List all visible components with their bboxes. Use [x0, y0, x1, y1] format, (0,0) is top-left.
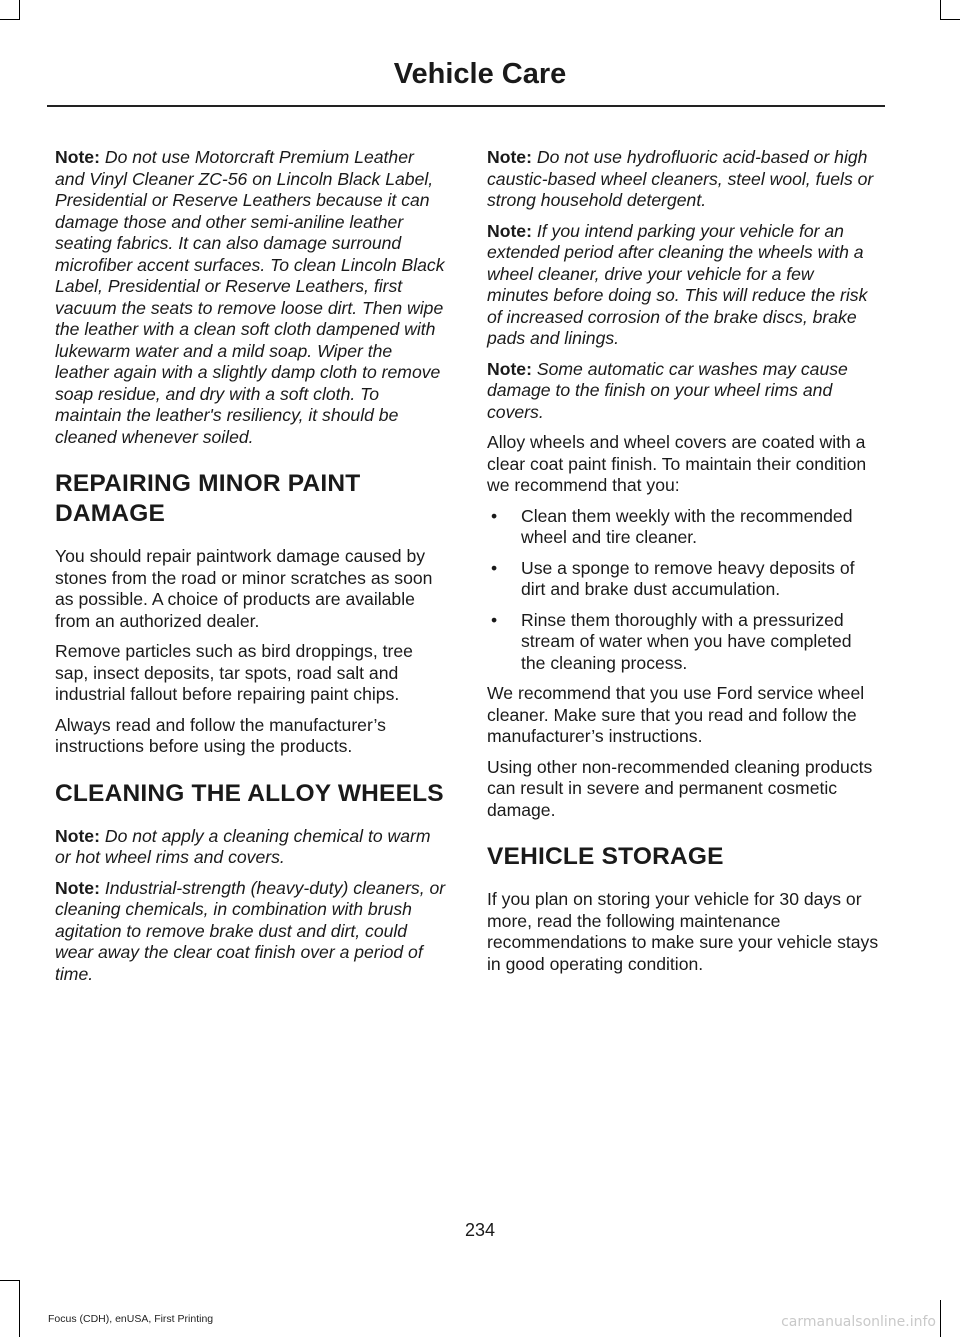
leather-note [55, 147, 447, 448]
wheel-note [55, 826, 447, 869]
bullet-icon: • [491, 557, 498, 578]
section-heading-alloy-wheels: CLEANING THE ALLOY WHEELS [55, 779, 444, 807]
note-text: If you intend parking your vehicle for an extended period after cleaning the wheels with a wheel cleaner, drive your vehicle for a few minutes before doing so. This will reduce the risk of increased corrosion of the brake discs, brake pads and linings. [487, 220, 868, 348]
wheel-note [487, 221, 879, 350]
left-column [55, 147, 447, 994]
list-item [487, 506, 879, 549]
note-text: Do not use Motorcraft Premium Leather and Vinyl Cleaner ZC-56 on Lincoln Black Label, Presidential or Reserve Leathers because it can damage those and other semi-aniline leather seating fabrics. It can also damage surround microfiber accent surfaces. To clean Lincoln Black Label, Presidential or Reserve Leathers, first vacuum the seats to remove loose dirt. Then wipe the leather with a clean soft cloth dampened with lukewarm water and a mild soap. Wiper the leather again with a slightly damp cloth to remove soap residue, and dry with a soft cloth. To maintain the leather's resiliency, it should be cleaned whenever soiled. [55, 147, 445, 447]
section-heading-vehicle-storage: VEHICLE STORAGE [487, 843, 724, 870]
note-label: Note: [487, 358, 532, 379]
page-title: Vehicle Care [393, 58, 567, 90]
watermark: carmanualsonline.info [781, 1314, 936, 1330]
note-text: Some automatic car washes may cause damage to the finish on your wheel rims and covers. [487, 358, 848, 422]
wheel-note [55, 878, 447, 986]
section-heading-paint-damage: REPAIRING MINOR PAINT DAMAGE [55, 470, 361, 527]
crop-mark-top-left-horizontal [0, 19, 20, 20]
note-label: Note: [55, 825, 100, 846]
paragraph: Alloy wheels and wheel covers are coated with a clear coat paint finish. To maintain their condition we recommend that you: [487, 432, 867, 495]
list-item-text: Rinse them thoroughly with a pressurized stream of water when you have completed the cleaning process. [521, 609, 852, 673]
list-item-text: Clean them weekly with the recommended wheel and tire cleaner. [521, 505, 853, 547]
crop-mark-top-left-vertical [19, 0, 20, 20]
header-divider [47, 105, 885, 107]
note-text: Industrial-strength (heavy-duty) cleaners, or cleaning chemicals, in combination with brush agitation to remove brake dust and dirt, could wear away the clear coat finish over a period of time. [55, 877, 446, 984]
list-item [487, 558, 879, 601]
wheel-note [487, 359, 879, 424]
page-number: 234 [464, 1220, 496, 1240]
crop-mark-bottom-right-vertical [940, 1300, 941, 1337]
note-label: Note: [487, 220, 532, 241]
crop-mark-bottom-left-vertical [19, 1280, 20, 1337]
bullet-list [487, 506, 879, 675]
list-item [487, 610, 879, 675]
note-text: Do not use hydrofluoric acid-based or high caustic-based wheel cleaners, steel wool, fuels or strong household detergent. [487, 147, 874, 210]
note-text: Do not apply a cleaning chemical to warm or hot wheel rims and covers. [55, 825, 431, 867]
note-label: Note: [55, 147, 100, 167]
paragraph: We recommend that you use Ford service wheel cleaner. Make sure that you read and follow the manufacturer’s instructions. [487, 683, 865, 746]
paragraph: Remove particles such as bird droppings, tree sap, insect deposits, tar spots, road salt and industrial fallout before repairing paint chips. [55, 641, 413, 704]
paragraph: Using other non-recommended cleaning products can result in severe and permanent cosmetic damage. [487, 756, 873, 820]
note-label: Note: [55, 877, 100, 898]
wheel-note [487, 147, 879, 212]
paragraph: You should repair paintwork damage caused by stones from the road or minor scratches as soon as possible. A choice of products are available from an authorized dealer. [55, 546, 433, 631]
list-item-text: Use a sponge to remove heavy deposits of dirt and brake dust accumulation. [521, 557, 855, 599]
bullet-icon: • [491, 609, 498, 630]
paragraph: Always read and follow the manufacturer’s instructions before using the products. [55, 714, 386, 756]
edition-info: Focus (CDH), enUSA, First Printing [48, 1313, 214, 1325]
bullet-icon: • [491, 505, 498, 526]
crop-mark-top-right-horizontal [940, 19, 960, 20]
crop-mark-top-right-vertical [940, 0, 941, 20]
right-column [487, 147, 879, 984]
note-label: Note: [487, 147, 532, 167]
crop-mark-bottom-left-horizontal [0, 1280, 20, 1281]
paragraph: If you plan on storing your vehicle for 30 days or more, read the following maintenance recommendations to make sure your vehicle stays in good operating condition. [487, 889, 879, 974]
